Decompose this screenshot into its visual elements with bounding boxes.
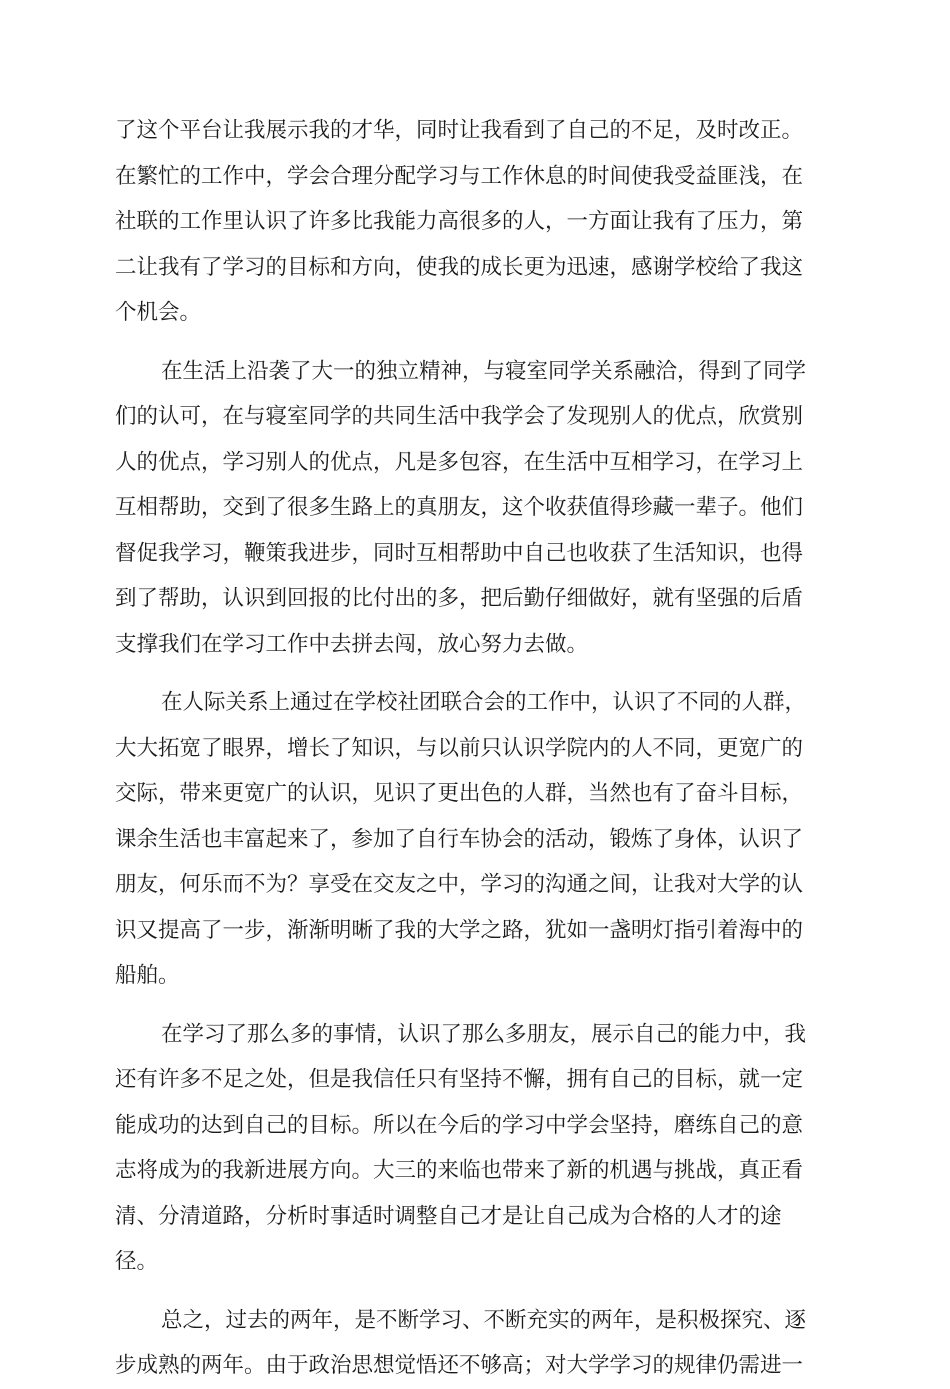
text-line: 志将成为的我新进展方向。大三的来临也带来了新的机遇与挑战，真正看 (115, 1158, 804, 1183)
text-line: 交际，带来更宽广的认识，见识了更出色的人群，当然也有了奋斗目标， (115, 781, 804, 806)
text-line: 二让我有了学习的目标和方向，使我的成长更为迅速，感谢学校给了我这 (115, 254, 804, 280)
document-page (115, 108, 837, 1389)
paragraph-3 (115, 680, 837, 999)
text-line: 在繁忙的工作中，学会合理分配学习与工作休息的时间使我受益匪浅，在 (115, 163, 804, 189)
text-line: 督促我学习，鞭策我进步，同时互相帮助中自己也收获了生活知识，也得 (115, 540, 804, 566)
text-line: 互相帮助，交到了很多生路上的真朋友，这个收获值得珍藏一辈子。他们 (115, 495, 804, 520)
text-line: 社联的工作里认识了许多比我能力高很多的人，一方面让我有了压力，第 (115, 209, 804, 234)
text-line: 到了帮助，认识到回报的比付出的多，把后勤仔细做好，就有坚强的后盾 (115, 586, 804, 611)
text-line: 在生活上沿袭了大一的独立精神，与寝室同学关系融洽，得到了同学 (161, 358, 807, 384)
text-line: 课余生活也丰富起来了，参加了自行车协会的活动，锻炼了身体，认识了 (115, 826, 804, 852)
text-line: 还有许多不足之处，但是我信任只有坚持不懈，拥有自己的目标，就一定 (115, 1067, 804, 1092)
paragraph-1 (115, 108, 837, 336)
paragraph-4 (115, 1012, 837, 1285)
text-line: 朋友，何乐而不为？享受在交友之中，学习的沟通之间，让我对大学的认 (115, 872, 804, 897)
text-line: 识又提高了一步，渐渐明晰了我的大学之路，犹如一盏明灯指引着海中的 (115, 917, 804, 943)
text-line: 个机会。 (115, 300, 202, 325)
text-line: 步成熟的两年。由于政治思想觉悟还不够高；对大学学习的规律仍需进一 (115, 1353, 804, 1378)
text-line: 总之，过去的两年，是不断学习、不断充实的两年，是积极探究、逐 (161, 1307, 807, 1333)
text-line: 能成功的达到自己的目标。所以在今后的学习中学会坚持，磨练自己的意 (115, 1112, 804, 1138)
paragraph-2 (115, 349, 837, 668)
text-line: 船舶。 (115, 963, 180, 988)
text-line: 清、分清道路，分析时事适时调整自己才是让自己成为合格的人才的途 (115, 1203, 782, 1229)
text-line: 在人际关系上通过在学校社团联合会的工作中，认识了不同的人群， (161, 690, 807, 715)
text-line: 在学习了那么多的事情，认识了那么多朋友，展示自己的能力中，我 (161, 1021, 807, 1047)
text-line: 支撑我们在学习工作中去拼去闯，放心努力去做。 (115, 631, 589, 657)
text-line: 径。 (115, 1249, 159, 1274)
paragraph-5 (115, 1298, 837, 1389)
text-line: 们的认可，在与寝室同学的共同生活中我学会了发现别人的优点，欣赏别 (115, 404, 804, 429)
text-line: 大大拓宽了眼界，增长了知识，与以前只认识学院内的人不同，更宽广的 (115, 735, 804, 761)
text-line: 人的优点，学习别人的优点，凡是多包容，在生活中互相学习，在学习上 (115, 449, 804, 475)
text-line: 了这个平台让我展示我的才华，同时让我看到了自己的不足，及时改正。 (115, 118, 804, 143)
